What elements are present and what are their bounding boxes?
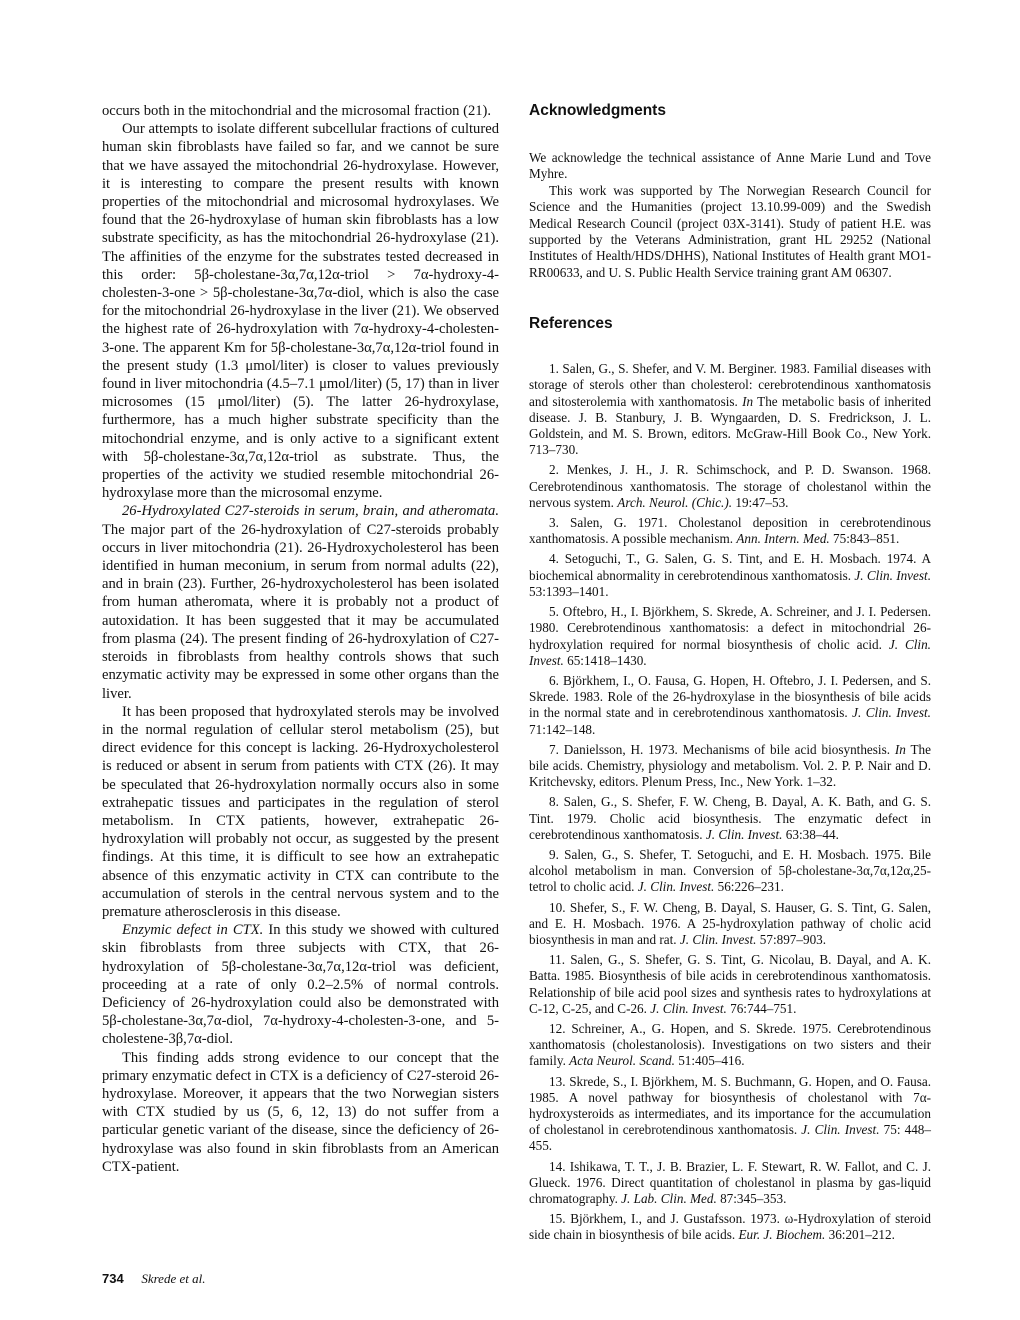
reference-text: 2. Menkes, J. H., J. R. Schimschock, and P. D. Swanson. 1968. Cerebrotendinous xanthomatosis. The storage of cholestanol within the nervous system. [529,462,931,510]
references-heading: References [529,315,613,333]
body-paragraph [102,921,499,1048]
paragraph-text: The major part of the 26-hydroxylation of C27-steroids probably occurs in liver mitochondria (21). 26-Hydroxycholesterol has been identified in human meconium, in serum from normal adults (22), and in brain (23). Further, 26-hydroxycholesterol has been isolated from human atheromata, where it is probably not a product of autoxidation. It has been suggested that it may be accumulated from plasma (24). The present finding of 26-hydroxylation of C27-steroids in fibroblasts from healthy controls shows that such enzymatic activity may be expressed in some other organs than the liver. [102,521,499,702]
reference-journal: J. Clin. Invest. [529,636,931,668]
reference-text: 71:142–148. [529,721,596,737]
reference-text: 3. Salen, G. 1971. Cholestanol deposition in cerebrotendinous xanthomatosis. A possible mechanism. [529,515,931,547]
reference-text: 36:201–212. [825,1227,895,1243]
reference-item [529,1159,931,1208]
reference-text: 12. Schreiner, A., G. Hopen, and S. Skrede. 1975. Cerebrotendinous xanthomatosis (cholestanolosis). Investigations on two sisters and their family. [529,1020,931,1069]
reference-text: 11. Salen, G., S. Shefer, G. S. Tint, G. Nicolau, B. Dayal, and A. K. Batta. 1985. Biosynthesis of bile acids in cerebrotendinous xanthomatosis. Relationship of bile acid pool sizes and synthesis rates to hydroxylations at C-12, C-25, and C-26. [529,952,931,1016]
acknowledgments-paragraph: This work was supported by The Norwegian Research Council for Science and the Humanities (project 13.10.99-009) and the Swedish Medical Research Council (project 03X-3141). Study of patient H.E. was supported by the Veterans Administration, grant HL 29252 (National Institutes of Health/HDS/DHHS), National Institutes of Health grant MO1-RR00633, and U. S. Public Health Service training grant AM 06307. [529,182,931,280]
paragraph-lead-in: Enzymic defect in CTX. [122,922,264,939]
page-number: 734 [102,1271,124,1286]
body-paragraph: It has been proposed that hydroxylated sterols may be involved in the normal regulation of cellular sterol metabolism (25), but direct evidence for this concept is lacking. 26-Hydroxycholesterol is reduced or absent in serum from patients with CTX (26). It may be speculated that 26-hydroxylation normally occurs also in some extrahepatic tissues and participates in the regulation of sterol metabolism. In CTX patients, however, extrahepatic 26-hydroxylation will probably not occur, as suggested by the present findings. At this time, it is difficult to see how an extrahepatic absence of this enzymatic activity in CTX can contribute to the accumulation of sterols in the central nervous system and to the premature atherosclerosis in this disease. [102,703,499,920]
reference-text: 10. Shefer, S., F. W. Cheng, B. Dayal, S. Hauser, G. S. Tint, G. Salen, and E. H. Mosbach. 1976. A 25-hydroxylation pathway of cholic acid biosynthesis in man and rat. [529,899,931,947]
acknowledgments-paragraph: We acknowledge the technical assistance of Anne Marie Lund and Tove Myhre. [529,150,931,182]
reference-text: 6. Björkhem, I., O. Fausa, G. Hopen, H. Oftebro, J. I. Pedersen, and S. Skrede. 1983. Role of the 26-hydroxylase in the biosynthesis of bile acids in the normal state and in cerebrotendinous xanthomatosis. [529,672,931,721]
right-column [529,102,931,1248]
reference-text: 87:345–353. [716,1191,787,1206]
reference-text: 51:405–416. [674,1053,745,1069]
reference-text: 57:897–903. [756,931,827,947]
reference-text: 7. Danielsson, H. 1973. Mechanisms of bile acid biosynthesis. [549,741,895,757]
reference-item [529,1021,931,1070]
reference-journal: In [742,393,754,409]
reference-item [529,673,931,738]
reference-text: 63:38–44. [782,826,839,842]
reference-item [529,1074,931,1155]
body-paragraph: Our attempts to isolate different subcellular fractions of cultured human skin fibroblasts have failed so far, and we cannot be sure that we have assayed the mitochondrial 26-hydroxylase. However, it is interesting to compare the present results with known properties of the mitochondrial and microsomal hydroxylases. We found that the 26-hydroxylase of human skin fibroblasts has a low substrate specificity, as has the mitochondrial 26-hydroxylase (21). The affinities of the enzyme for the substrates tested decreased in this order: 5β-cholestane-3α,7α,12α-triol > 7α-hydroxy-4-cholesten-3-one > 5β-cholestane-3α,7α-diol, which is also the case for the mitochondrial 26-hydroxylase in the liver (21). We observed the highest rate of 26-hydroxylation with 7α-hydroxy-4-cholesten-3-one. The apparent Km for 5β-cholestane-3α,7α,12α-triol found in the present study (1.3 μmol/liter) is closer to values previously found in liver mitochondria (4.5–7.1 μmol/liter) (5, 17) than in liver microsomes (15 μmol/liter) (5). The latter 26-hydroxylase, furthermore, has a much higher substrate specificity than the mitochondrial enzyme, and is only active to a significant extent with 5β-cholestane-3α,7α,12α-triol as substrate. Thus, the properties of the activity we studied resemble mitochondrial 26-hydroxylase more than the microsomal enzyme. [102,121,499,502]
paragraph-text: In this study we showed with cultured skin fibroblasts from three subjects with CTX, that 26-hydroxylation of 5β-cholestane-3α,7α,12α-triol was deficient, proceeding at a rate of only 0.2–2.5% of normal controls. Deficiency of 26-hydroxylation could also be demonstrated with 5β-cholestane-3α,7α-diol, 7α-hydroxy-4-cholesten-3-one, and 5-cholestene-3β,7α-diol. [102,922,499,1048]
reference-text: 76:744–751. [726,1000,797,1016]
reference-text: 75:843–851. [829,531,900,547]
reference-text: The metabolic basis of inherited disease. J. B. Stanbury, J. B. Wyngaarden, D. S. Fredrickson, J. L. Goldstein, and M. S. Brown, editors. McGraw-Hill Book Co., New York. 713–730. [529,393,932,458]
left-column [102,102,499,1176]
body-paragraph: This finding adds strong evidence to our concept that the primary enzymatic defect in CTX is a deficiency of C27-steroid 26-hydroxylase. Moreover, it appears that the two Norwegian sisters with CTX studied by us (5, 6, 12, 13) do not suffer from a particular genetic variant of the disease, since the deficiency of 26-hydroxylase was also found in skin fibroblasts from an American CTX-patient. [102,1049,499,1175]
reference-journal: In [894,741,906,757]
reference-text: 14. Ishikawa, T. T., J. B. Brazier, L. F. Stewart, R. W. Fallot, and C. J. Glueck. 1976. Direct quantitation of cholestanol in plasma by gas-liquid chromatography. [529,1158,931,1206]
reference-item [529,361,931,458]
reference-item [529,551,931,600]
reference-journal: J. Clin. Invest. [637,879,715,895]
reference-journal: Eur. J. Biochem. [738,1227,826,1243]
reference-journal: J. Clin. Invest. [650,1000,727,1016]
reference-journal: J. Lab. Clin. Med. [621,1191,717,1206]
reference-journal: Arch. Neurol. (Chic.). [617,494,733,510]
reference-journal: Ann. Intern. Med. [736,531,830,547]
reference-text: The bile acids. Chemistry, physiology and metabolism. Vol. 2. P. P. Nair and D. Kritchevsky, editors. Plenum Press, Inc., New York. 1–32. [529,741,931,790]
reference-item [529,1211,931,1243]
reference-text: 13. Skrede, S., I. Björkhem, M. S. Buchmann, G. Hopen, and O. Fausa. 1985. A novel pathway for biosynthesis of cholestanol with 7α-hydroxysteroids as intermediates, and its importance for the accumulation of cholestanol in cerebrotendinous xanthomatosis. [529,1073,931,1138]
paragraph-lead-in: 26-Hydroxylated C27-steroids in serum, brain, and atheromata. [122,503,499,520]
reference-journal: J. Clin. Invest. [854,567,931,583]
reference-journal: Acta Neurol. Scand. [569,1053,675,1069]
reference-journal: J. Clin. Invest. [705,826,783,842]
reference-text: 15. Björkhem, I., and J. Gustafsson. 1973. ω-Hydroxylation of steroid side chain in biosynthesis of bile acids. [529,1211,931,1243]
reference-item [529,847,931,896]
body-paragraph [102,502,499,702]
reference-text: 4. Setoguchi, T., G. Salen, G. S. Tint, and E. H. Mosbach. 1974. A biochemical abnormality in cerebrotendinous xanthomatosis. [529,551,931,583]
reference-item [529,794,931,843]
reference-text: 65:1418–1430. [563,652,647,668]
reference-journal: J. Clin. Invest. [679,931,757,947]
reference-item [529,604,931,669]
reference-text: 56:226–231. [714,879,784,895]
reference-text: 8. Salen, G., S. Shefer, F. W. Cheng, B. Dayal, A. K. Bath, and G. S. Tint. 1979. Cholic acid biosynthesis. The enzymatic defect in cerebrotendinous xanthomatosis. [529,794,931,842]
reference-text: 5. Oftebro, H., I. Björkhem, S. Skrede, A. Schreiner, and J. I. Pedersen. 1980. Cerebrotendinous xanthomatosis: a defect in mitochondrial 26-hydroxylation required for normal biosynthesis of cholic acid. [529,604,931,652]
reference-journal: J. Clin. Invest. [852,705,931,721]
reference-text: 75: 448–455. [529,1122,931,1154]
reference-item [529,515,931,547]
reference-item [529,742,931,791]
page-footer [102,1271,205,1287]
running-authors: Skrede et al. [141,1271,206,1286]
reference-text: 1. Salen, G., S. Shefer, and V. M. Berginer. 1983. Familial diseases with storage of sterols other than cholesterol: cerebrotendinous xanthomatosis and sitosterolemia with xanthomatosis. [529,361,931,409]
reference-item [529,462,931,511]
reference-journal: J. Clin. Invest. [801,1122,880,1138]
reference-item [529,952,931,1017]
acknowledgments-heading: Acknowledgments [529,102,666,119]
reference-item [529,900,931,949]
reference-list [529,361,931,1243]
reference-text: 9. Salen, G., S. Shefer, T. Setoguchi, and E. H. Mosbach. 1975. Bile alcohol metabolism in man. Conversion of 5β-cholestane-3α,7α,12α,25-tetrol to cholic acid. [529,846,931,895]
body-paragraph: occurs both in the mitochondrial and the microsomal fraction (21). [102,103,492,119]
reference-text: 19:47–53. [732,494,789,510]
reference-text: 53:1393–1401. [529,583,609,599]
